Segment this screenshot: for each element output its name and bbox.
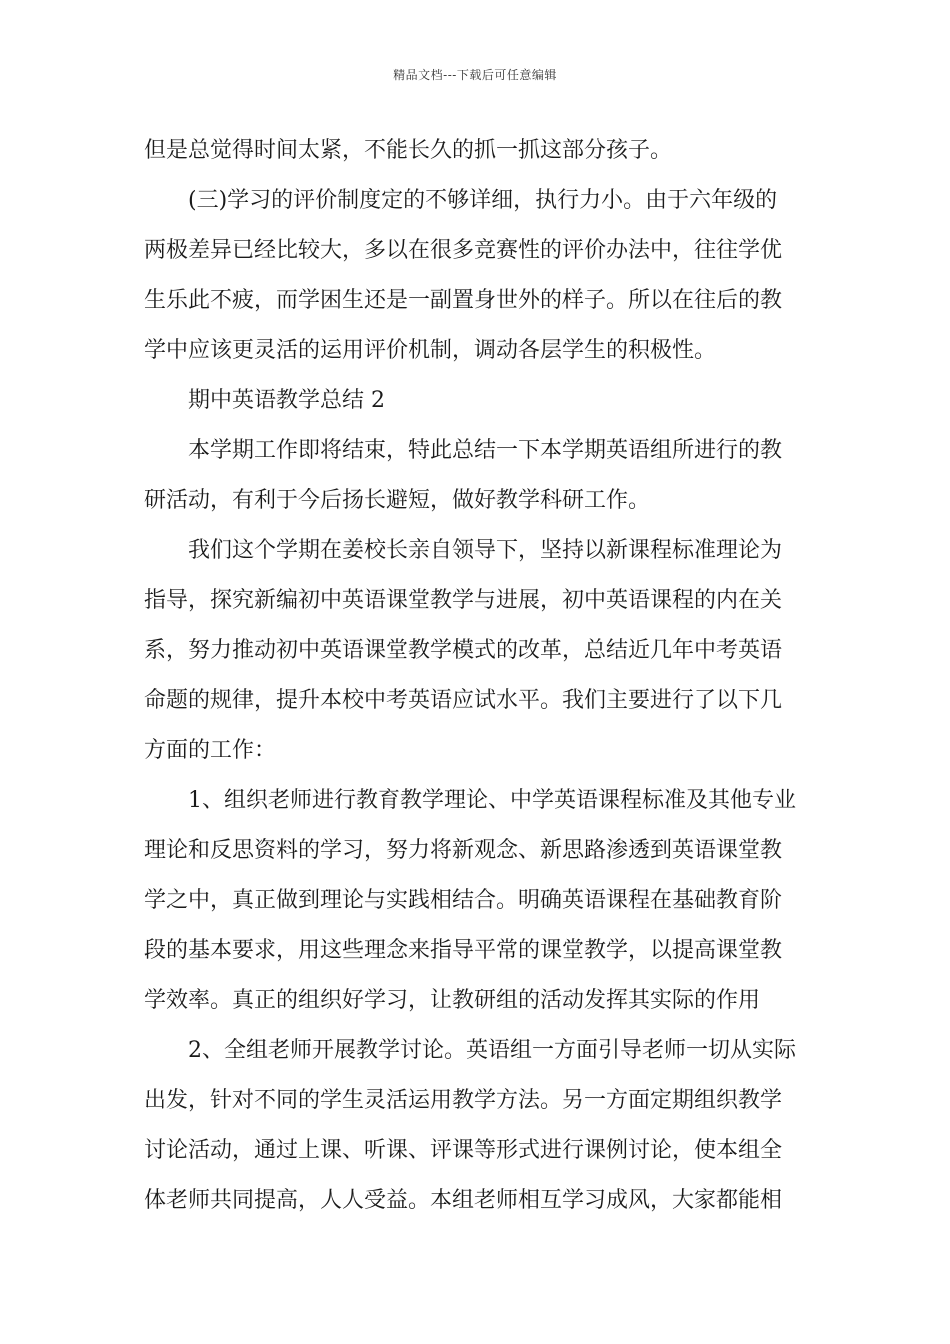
text-line: 1、组织老师进行教育教学理论、中学英语课程标准及其他专业 (188, 788, 796, 813)
text-line: 生乐此不疲，而学困生还是一副置身世外的样子。所以在往后的教 (144, 288, 783, 313)
text-line: 我们这个学期在姜校长亲自领导下，坚持以新课程标准理论为 (188, 538, 783, 563)
text-line: 研活动，有利于今后扬长避短，做好教学科研工作。 (144, 488, 651, 513)
text-line: 指导，探究新编初中英语课堂教学与进展，初中英语课程的内在关 (144, 588, 783, 613)
text-line: 讨论活动，通过上课、听课、评课等形式进行课例讨论，使本组全 (144, 1138, 783, 1163)
text-line: 期中英语教学总结 2 (188, 388, 385, 413)
text-line: 学中应该更灵活的运用评价机制，调动各层学生的积极性。 (144, 338, 717, 363)
text-line: 命题的规律，提升本校中考英语应试水平。我们主要进行了以下几 (144, 688, 783, 713)
text-line: 系，努力推动初中英语课堂教学模式的改革，总结近几年中考英语 (144, 638, 783, 663)
text-line: 但是总觉得时间太紧，不能长久的抓一抓这部分孩子。 (144, 138, 673, 163)
text-line: 学效率。真正的组织好学习，让教研组的活动发挥其实际的作用 (144, 988, 761, 1013)
text-line: 学之中，真正做到理论与实践相结合。明确英语课程在基础教育阶 (144, 888, 783, 913)
text-line: 2、全组老师开展教学讨论。英语组一方面引导老师一切从实际 (188, 1038, 796, 1063)
page-header: 精品文档---下载后可任意编辑 (393, 68, 557, 82)
text-line: 两极差异已经比较大，多以在很多竞赛性的评价办法中，往往学优 (144, 238, 783, 263)
text-line: 出发，针对不同的学生灵活运用教学方法。另一方面定期组织教学 (144, 1088, 783, 1113)
text-line: 方面的工作： (144, 738, 277, 763)
text-line: 本学期工作即将结束，特此总结一下本学期英语组所进行的教 (188, 438, 783, 463)
text-line: 段的基本要求，用这些理念来指导平常的课堂教学，以提高课堂教 (144, 938, 783, 963)
document-body (144, 126, 806, 1226)
text-line: (三)学习的评价制度定的不够详细，执行力小。由于六年级的 (188, 188, 778, 213)
text-line: 理论和反思资料的学习，努力将新观念、新思路渗透到英语课堂教 (144, 838, 783, 863)
text-line: 体老师共同提高，人人受益。本组老师相互学习成风，大家都能相 (144, 1188, 783, 1213)
